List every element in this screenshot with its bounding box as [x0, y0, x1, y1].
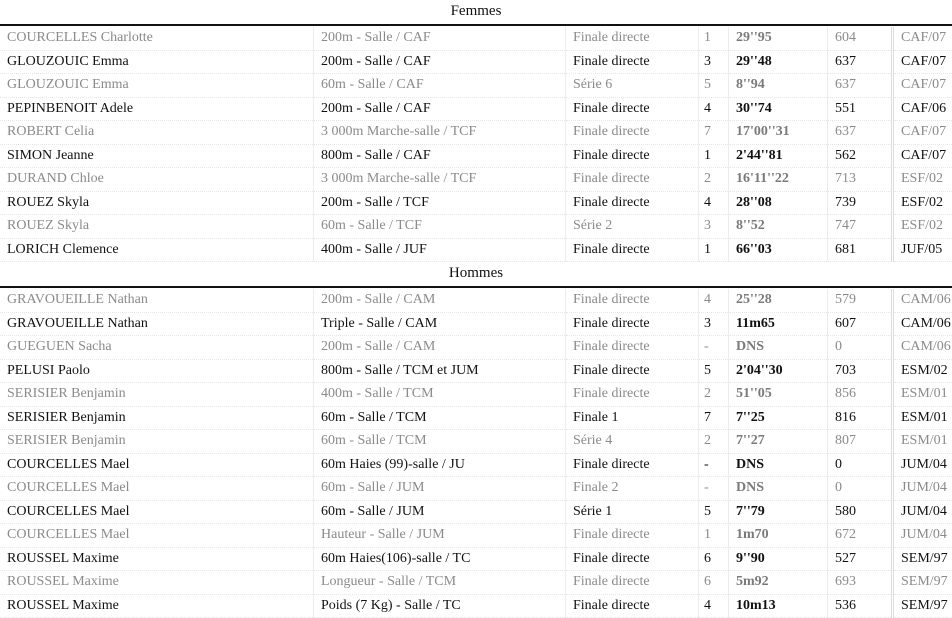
rank: 4 [699, 289, 729, 312]
result-row [0, 547, 952, 571]
points: 637 [828, 50, 893, 74]
round-phase: Finale directe [566, 453, 699, 477]
athlete-name: COURCELLES Mael [0, 477, 314, 501]
athlete-name: ROUEZ Skyla [0, 191, 314, 215]
category: JUF/05 [893, 238, 952, 262]
points: 580 [828, 500, 893, 524]
performance: 8''94 [729, 74, 828, 98]
rank: 6 [699, 571, 729, 595]
result-row [0, 27, 952, 50]
performance: 1m70 [729, 524, 828, 548]
result-row [0, 121, 952, 145]
athlete-name: ROBERT Celia [0, 121, 314, 145]
result-row [0, 359, 952, 383]
rank: 4 [699, 594, 729, 618]
category: ESM/01 [893, 406, 952, 430]
athlete-name: GLOUZOUIC Emma [0, 74, 314, 98]
rank: 2 [699, 168, 729, 192]
performance: 7''25 [729, 406, 828, 430]
category: CAM/06 [893, 312, 952, 336]
category: JUM/04 [893, 524, 952, 548]
category: CAF/06 [893, 97, 952, 121]
event-name: 200m - Salle / CAM [314, 289, 566, 312]
points: 672 [828, 524, 893, 548]
performance: 7''79 [729, 500, 828, 524]
performance: 9''90 [729, 547, 828, 571]
result-row [0, 215, 952, 239]
section-divider [0, 24, 952, 26]
points: 0 [828, 477, 893, 501]
category: CAF/07 [893, 121, 952, 145]
event-name: 60m - Salle / CAF [314, 74, 566, 98]
performance: 17'00''31 [729, 121, 828, 145]
points: 551 [828, 97, 893, 121]
points: 637 [828, 121, 893, 145]
event-name: 60m - Salle / TCM [314, 406, 566, 430]
points: 693 [828, 571, 893, 595]
points: 527 [828, 547, 893, 571]
athlete-name: SIMON Jeanne [0, 144, 314, 168]
points: 604 [828, 27, 893, 50]
rank: 3 [699, 215, 729, 239]
athlete-name: GUEGUEN Sacha [0, 336, 314, 360]
result-row [0, 453, 952, 477]
points: 681 [828, 238, 893, 262]
points: 579 [828, 289, 893, 312]
points: 747 [828, 215, 893, 239]
results-table-femmes [0, 27, 952, 262]
rank: 4 [699, 191, 729, 215]
performance: 28''08 [729, 191, 828, 215]
points: 637 [828, 74, 893, 98]
rank: 5 [699, 500, 729, 524]
athlete-name: COURCELLES Mael [0, 453, 314, 477]
category: ESF/02 [893, 191, 952, 215]
round-phase: Finale directe [566, 97, 699, 121]
results-table-hommes [0, 289, 952, 618]
category: ESF/02 [893, 215, 952, 239]
category: SEM/97 [893, 571, 952, 595]
rank: 5 [699, 74, 729, 98]
athlete-name: SERISIER Benjamin [0, 430, 314, 454]
rank: 5 [699, 359, 729, 383]
result-row [0, 312, 952, 336]
rank: - [699, 336, 729, 360]
round-phase: Finale directe [566, 594, 699, 618]
athlete-name: SERISIER Benjamin [0, 406, 314, 430]
round-phase: Finale directe [566, 547, 699, 571]
category: CAM/06 [893, 336, 952, 360]
points: 0 [828, 453, 893, 477]
performance: 10m13 [729, 594, 828, 618]
points: 536 [828, 594, 893, 618]
result-row [0, 144, 952, 168]
round-phase: Finale directe [566, 168, 699, 192]
round-phase: Finale 1 [566, 406, 699, 430]
event-name: Triple - Salle / CAM [314, 312, 566, 336]
performance: 5m92 [729, 571, 828, 595]
round-phase: Finale directe [566, 359, 699, 383]
result-row [0, 594, 952, 618]
result-row [0, 97, 952, 121]
round-phase: Série 4 [566, 430, 699, 454]
round-phase: Série 1 [566, 500, 699, 524]
category: JUM/04 [893, 500, 952, 524]
event-name: 200m - Salle / CAF [314, 97, 566, 121]
round-phase: Finale 2 [566, 477, 699, 501]
points: 607 [828, 312, 893, 336]
athlete-name: PEPINBENOIT Adele [0, 97, 314, 121]
athlete-name: PELUSI Paolo [0, 359, 314, 383]
athlete-name: DURAND Chloe [0, 168, 314, 192]
section-hommes [0, 262, 952, 618]
result-row [0, 477, 952, 501]
round-phase: Finale directe [566, 27, 699, 50]
rank: 3 [699, 312, 729, 336]
event-name: 200m - Salle / CAF [314, 50, 566, 74]
round-phase: Finale directe [566, 238, 699, 262]
performance: DNS [729, 453, 828, 477]
athlete-name: GRAVOUEILLE Nathan [0, 289, 314, 312]
round-phase: Finale directe [566, 289, 699, 312]
points: 703 [828, 359, 893, 383]
athlete-name: ROUSSEL Maxime [0, 571, 314, 595]
points: 0 [828, 336, 893, 360]
rank: 7 [699, 406, 729, 430]
performance: 30''74 [729, 97, 828, 121]
category: CAF/07 [893, 50, 952, 74]
rank: 1 [699, 524, 729, 548]
performance: 29''95 [729, 27, 828, 50]
result-row [0, 524, 952, 548]
athlete-name: COURCELLES Mael [0, 524, 314, 548]
category: SEM/97 [893, 547, 952, 571]
category: ESM/01 [893, 430, 952, 454]
rank: 3 [699, 50, 729, 74]
category: ESM/02 [893, 359, 952, 383]
result-row [0, 50, 952, 74]
round-phase: Finale directe [566, 524, 699, 548]
event-name: 200m - Salle / CAF [314, 27, 566, 50]
athlete-name: GRAVOUEILLE Nathan [0, 312, 314, 336]
result-row [0, 191, 952, 215]
section-title-femmes: Femmes [0, 0, 952, 24]
event-name: 60m Haies (99)-salle / JU [314, 453, 566, 477]
result-row [0, 500, 952, 524]
athlete-name: LORICH Clemence [0, 238, 314, 262]
result-row [0, 406, 952, 430]
result-row [0, 571, 952, 595]
points: 807 [828, 430, 893, 454]
event-name: 800m - Salle / TCM et JUM [314, 359, 566, 383]
round-phase: Série 6 [566, 74, 699, 98]
round-phase: Finale directe [566, 191, 699, 215]
event-name: 3 000m Marche-salle / TCF [314, 168, 566, 192]
performance: 51''05 [729, 383, 828, 407]
event-name: 200m - Salle / CAM [314, 336, 566, 360]
points: 816 [828, 406, 893, 430]
performance: 8''52 [729, 215, 828, 239]
category: CAM/06 [893, 289, 952, 312]
event-name: 60m - Salle / TCF [314, 215, 566, 239]
round-phase: Finale directe [566, 144, 699, 168]
athlete-name: ROUEZ Skyla [0, 215, 314, 239]
event-name: 400m - Salle / TCM [314, 383, 566, 407]
performance: 66''03 [729, 238, 828, 262]
athlete-name: GLOUZOUIC Emma [0, 50, 314, 74]
result-row [0, 336, 952, 360]
rank: - [699, 477, 729, 501]
event-name: 200m - Salle / TCF [314, 191, 566, 215]
points: 562 [828, 144, 893, 168]
event-name: 400m - Salle / JUF [314, 238, 566, 262]
rank: - [699, 453, 729, 477]
points: 739 [828, 191, 893, 215]
category: JUM/04 [893, 453, 952, 477]
event-name: 800m - Salle / CAF [314, 144, 566, 168]
section-divider [0, 286, 952, 288]
performance: 2'04''30 [729, 359, 828, 383]
category: ESF/02 [893, 168, 952, 192]
performance: DNS [729, 477, 828, 501]
section-title-hommes: Hommes [0, 262, 952, 286]
performance: 2'44''81 [729, 144, 828, 168]
category: SEM/97 [893, 594, 952, 618]
rank: 1 [699, 144, 729, 168]
rank: 1 [699, 238, 729, 262]
result-row [0, 238, 952, 262]
rank: 4 [699, 97, 729, 121]
performance: 7''27 [729, 430, 828, 454]
round-phase: Finale directe [566, 312, 699, 336]
athlete-name: SERISIER Benjamin [0, 383, 314, 407]
round-phase: Finale directe [566, 50, 699, 74]
event-name: 3 000m Marche-salle / TCF [314, 121, 566, 145]
category: ESM/01 [893, 383, 952, 407]
section-femmes [0, 0, 952, 262]
athlete-name: COURCELLES Mael [0, 500, 314, 524]
round-phase: Série 2 [566, 215, 699, 239]
athlete-name: ROUSSEL Maxime [0, 594, 314, 618]
event-name: 60m - Salle / JUM [314, 500, 566, 524]
performance: DNS [729, 336, 828, 360]
performance: 16'11''22 [729, 168, 828, 192]
category: JUM/04 [893, 477, 952, 501]
result-row [0, 168, 952, 192]
event-name: Poids (7 Kg) - Salle / TC [314, 594, 566, 618]
rank: 6 [699, 547, 729, 571]
category: CAF/07 [893, 144, 952, 168]
result-row [0, 74, 952, 98]
performance: 11m65 [729, 312, 828, 336]
round-phase: Finale directe [566, 121, 699, 145]
performance: 25''28 [729, 289, 828, 312]
result-row [0, 289, 952, 312]
category: CAF/07 [893, 27, 952, 50]
rank: 7 [699, 121, 729, 145]
event-name: Longueur - Salle / TCM [314, 571, 566, 595]
performance: 29''48 [729, 50, 828, 74]
event-name: 60m - Salle / JUM [314, 477, 566, 501]
category: CAF/07 [893, 74, 952, 98]
athlete-name: ROUSSEL Maxime [0, 547, 314, 571]
event-name: 60m - Salle / TCM [314, 430, 566, 454]
round-phase: Finale directe [566, 336, 699, 360]
event-name: Hauteur - Salle / JUM [314, 524, 566, 548]
round-phase: Finale directe [566, 571, 699, 595]
points: 856 [828, 383, 893, 407]
rank: 1 [699, 27, 729, 50]
rank: 2 [699, 383, 729, 407]
result-row [0, 383, 952, 407]
round-phase: Finale directe [566, 383, 699, 407]
event-name: 60m Haies(106)-salle / TC [314, 547, 566, 571]
points: 713 [828, 168, 893, 192]
rank: 2 [699, 430, 729, 454]
result-row [0, 430, 952, 454]
athlete-name: COURCELLES Charlotte [0, 27, 314, 50]
